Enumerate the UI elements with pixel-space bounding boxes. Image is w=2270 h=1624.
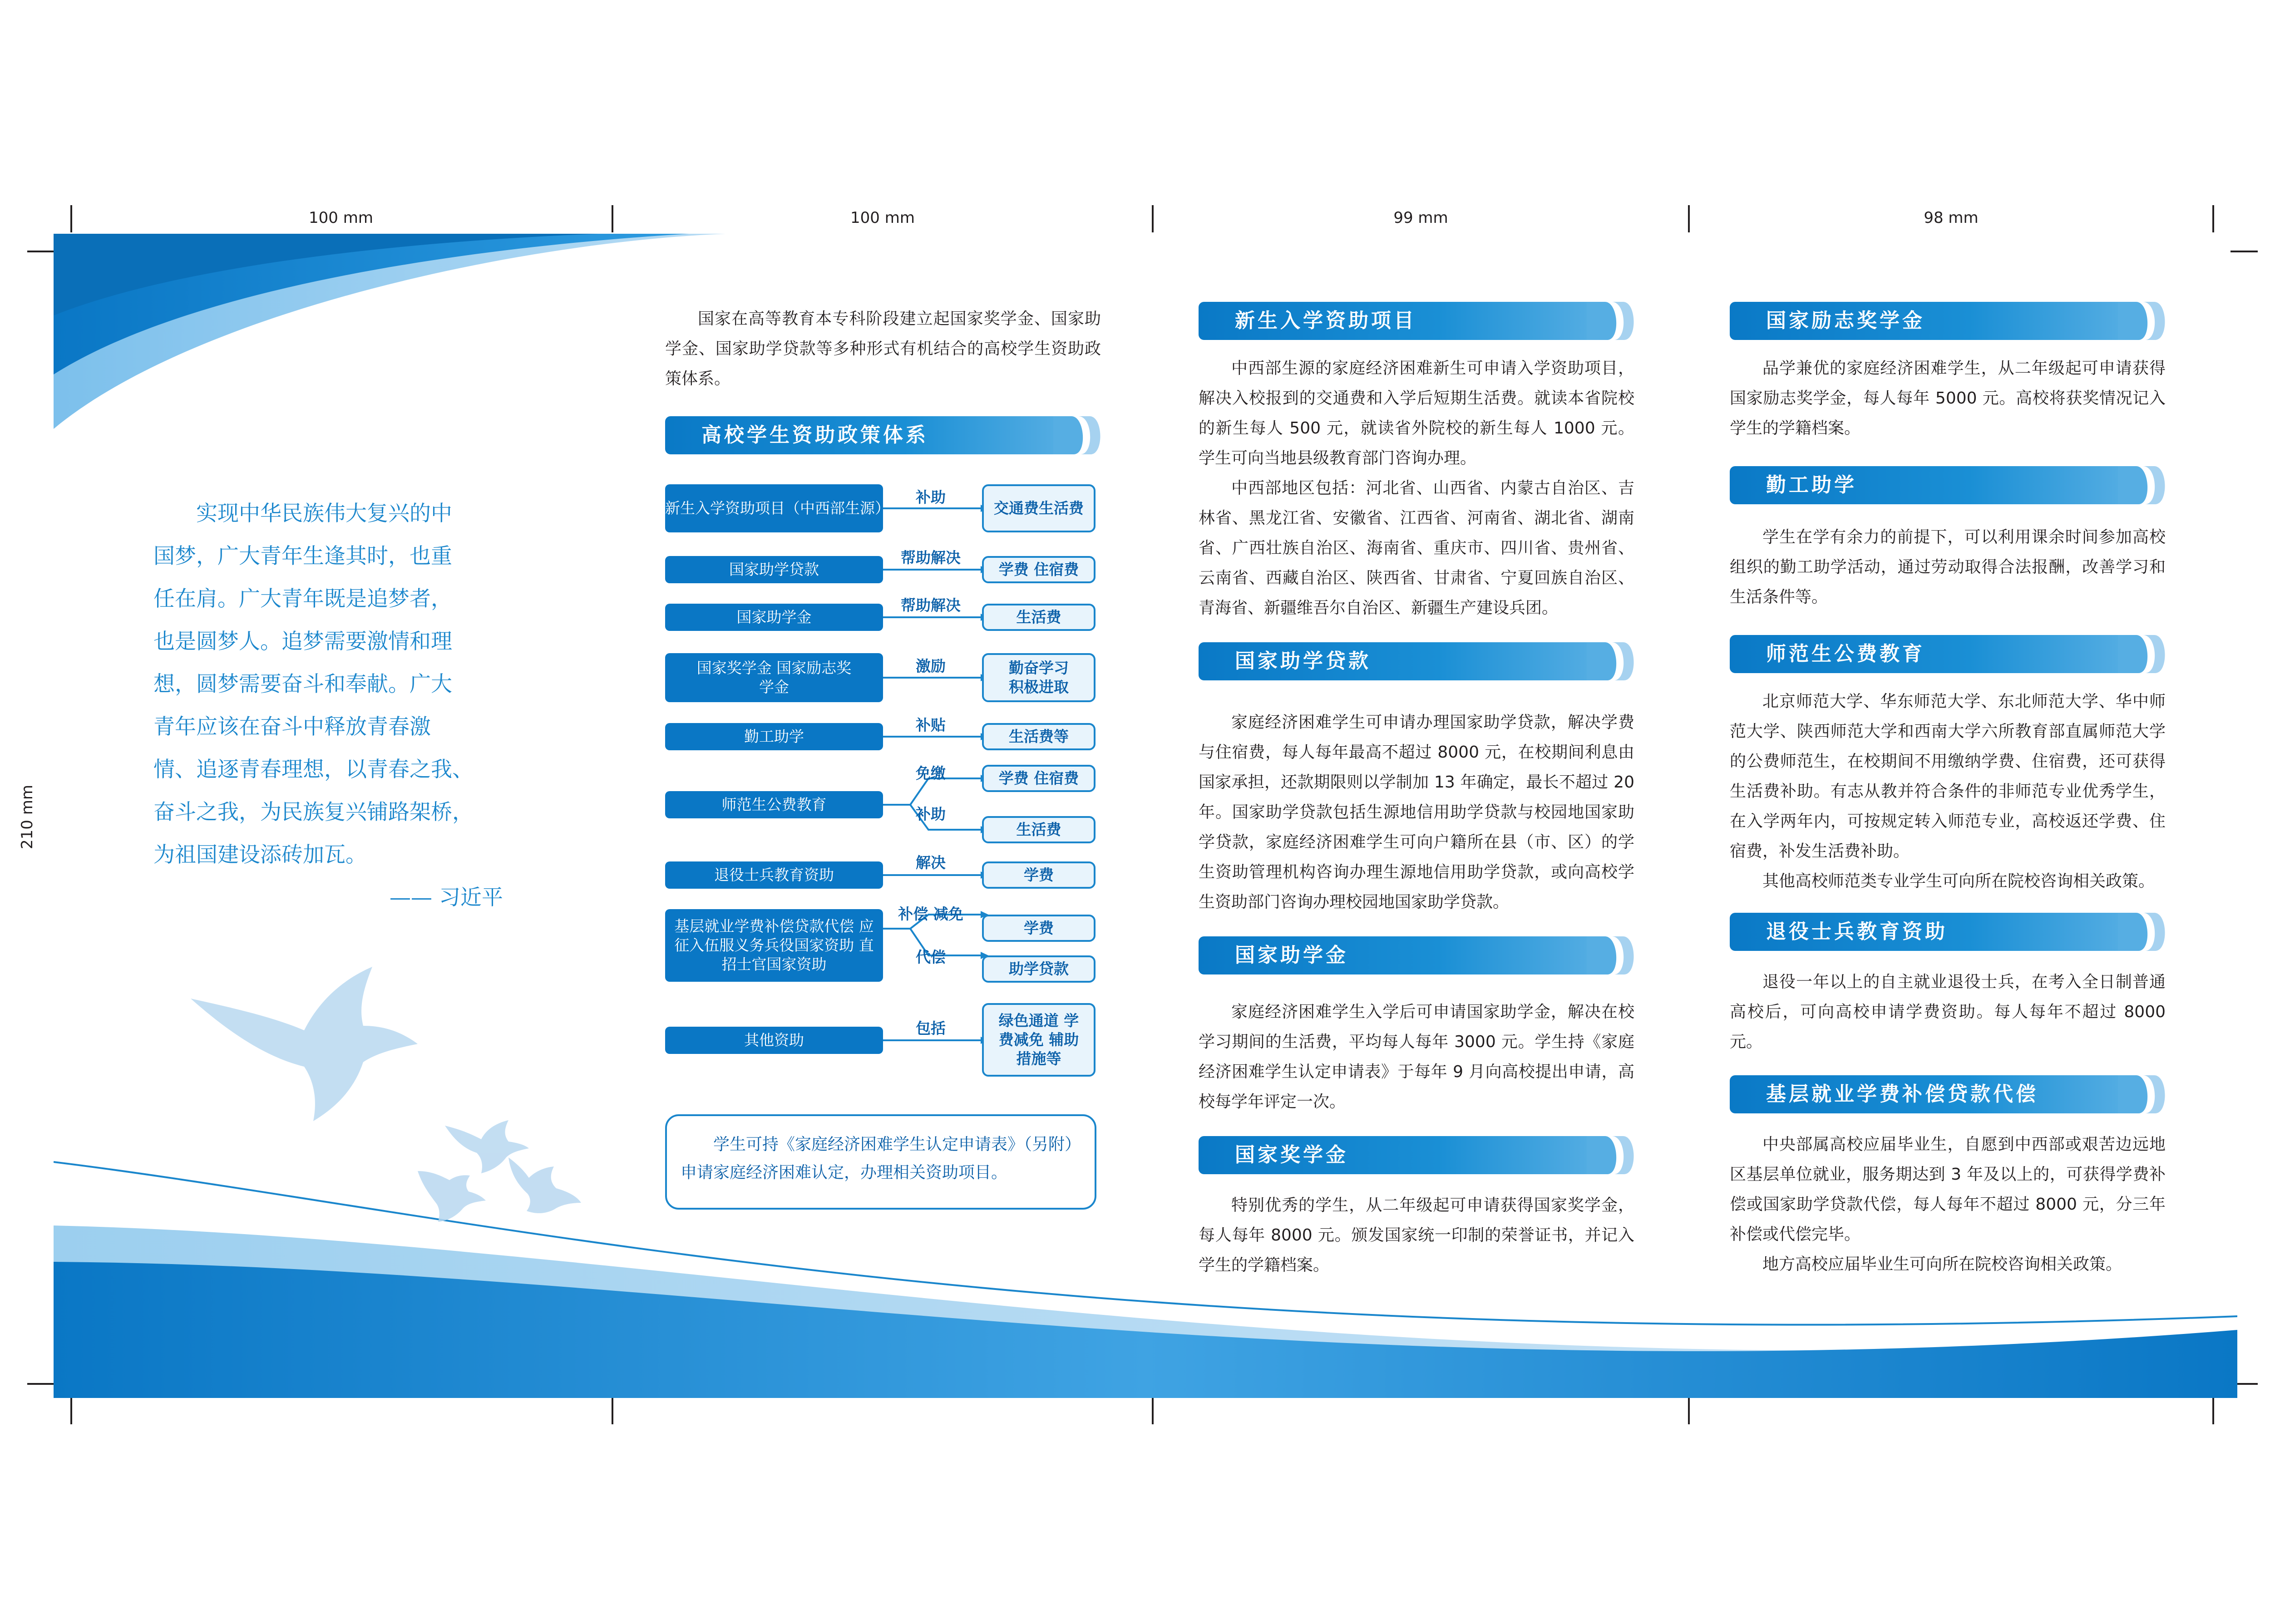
section-body bbox=[1730, 354, 2166, 443]
dimension-label-panel1: 100 mm bbox=[309, 209, 373, 227]
quote-line: 奋斗之我，为民族复兴铺路架桥， bbox=[153, 800, 474, 825]
policy-box: 其他资助 bbox=[665, 1027, 883, 1054]
paragraph: 品学兼优的家庭经济困难学生，从二年级起可申请获得国家励志奖学金，每人每年 5000 元。高校将获奖情况记入学生的学籍档案。 bbox=[1730, 359, 2166, 438]
outcome-box: 生活费等 bbox=[982, 723, 1096, 750]
outcome-box: 交通费生活费 bbox=[982, 484, 1096, 532]
outcome-box: 生活费 bbox=[982, 604, 1096, 631]
flow-label: 补助 bbox=[916, 805, 946, 823]
outcome-box: 学费 住宿费 bbox=[982, 556, 1096, 583]
flow-label: 包括 bbox=[916, 1019, 946, 1037]
dimension-label-height: 210 mm bbox=[18, 785, 36, 849]
section-header bbox=[1730, 1075, 2166, 1113]
section-header bbox=[1730, 466, 2166, 504]
header-stripe-graphic bbox=[2118, 302, 2172, 340]
section-header bbox=[1730, 635, 2166, 673]
flow-label: 帮助解决 bbox=[901, 596, 961, 614]
section-title: 勤工助学 bbox=[1730, 466, 2129, 504]
section-body bbox=[1730, 687, 2166, 896]
section-title: 新生入学资助项目 bbox=[1199, 302, 1598, 340]
section-title: 国家奖学金 bbox=[1199, 1136, 1598, 1174]
header-stripe-graphic bbox=[2118, 466, 2172, 504]
fold-mark bbox=[612, 1397, 613, 1424]
section-header bbox=[1199, 642, 1634, 680]
quote-author: —— 习近平 bbox=[390, 885, 503, 910]
section-header bbox=[1730, 302, 2166, 340]
paragraph: 其他高校师范类专业学生可向所在院校咨询相关政策。 bbox=[1762, 872, 2155, 891]
flow-label: 帮助解决 bbox=[901, 549, 961, 566]
paragraph: 北京师范大学、华东师范大学、东北师范大学、华中师范大学、陕西师范大学和西南大学六所教育部直属师范大学的公费师范生，在校期间不用缴纳学费、住宿费，还可获得生活费补助。有志从教并符合条件的非师范专业优秀学生，在入学两年内，可按规定转入师范专业，高校返还学费、住宿费，补发生活费补助。 bbox=[1730, 692, 2166, 861]
paragraph: 中西部地区包括：河北省、山西省、内蒙古自治区、吉林省、黑龙江省、安徽省、江西省、河南省、湖北省、湖南省、广西壮族自治区、海南省、重庆市、四川省、贵州省、云南省、西藏自治区、陕西省、甘肃省、宁夏回族自治区、青海省、新疆维吾尔自治区、新疆生产建设兵团。 bbox=[1199, 479, 1634, 617]
fold-mark bbox=[70, 1397, 72, 1424]
quote-line: 国梦，广大青年生逢其时，也重 bbox=[153, 544, 452, 569]
quote-line: 任在肩。广大青年既是追梦者， bbox=[153, 586, 452, 611]
fold-mark bbox=[2212, 1397, 2214, 1424]
flow-label: 补偿 减免 bbox=[898, 905, 963, 923]
header-stripe-graphic bbox=[1587, 642, 1641, 680]
header-stripe-graphic bbox=[2118, 635, 2172, 673]
policy-box: 新生入学资助项目（中西部生源） bbox=[665, 484, 883, 532]
fold-mark bbox=[1152, 1397, 1154, 1424]
header-stripe-graphic bbox=[1053, 416, 1108, 454]
fold-mark bbox=[2212, 205, 2214, 232]
outcome-box: 勤奋学习 积极进取 bbox=[982, 653, 1096, 702]
quote-line: 想，圆梦需要奋斗和奉献。广大 bbox=[153, 672, 452, 697]
section-title: 国家助学金 bbox=[1199, 936, 1598, 974]
policy-box: 国家奖学金 国家励志奖学金 bbox=[665, 653, 883, 702]
section-title: 基层就业学费补偿贷款代偿 bbox=[1730, 1075, 2129, 1113]
section-body bbox=[1199, 708, 1634, 917]
paragraph: 退役一年以上的自主就业退役士兵，在考入全日制普通高校后，可向高校申请学费资助。每人每年不超过 8000 元。 bbox=[1730, 973, 2166, 1051]
outcome-box: 助学贷款 bbox=[982, 955, 1096, 983]
dimension-label-panel2: 100 mm bbox=[850, 209, 915, 227]
paragraph: 学生在学有余力的前提下，可以利用课余时间参加高校组织的勤工助学活动，通过劳动取得合法报酬，改善学习和生活条件等。 bbox=[1730, 528, 2166, 606]
section-title: 师范生公费教育 bbox=[1730, 635, 2129, 673]
quote-line: 青年应该在奋斗中释放青春激 bbox=[153, 714, 431, 739]
section-header bbox=[1730, 913, 2166, 951]
flow-label: 补贴 bbox=[916, 716, 946, 734]
quote-line: 情、追逐青春理想，以青春之我、 bbox=[153, 757, 474, 782]
crop-mark bbox=[2231, 251, 2258, 252]
policy-box: 退役士兵教育资助 bbox=[665, 861, 883, 889]
section-header bbox=[1199, 302, 1634, 340]
top-swoosh-graphic bbox=[54, 234, 730, 433]
section-title: 国家助学贷款 bbox=[1199, 642, 1598, 680]
flow-label: 补助 bbox=[916, 488, 946, 506]
section-header bbox=[1199, 936, 1634, 974]
paragraph: 中央部属高校应届毕业生，自愿到中西部或艰苦边远地区基层单位就业，服务期达到 3 年及以上的，可获得学费补偿或国家助学贷款代偿，每人每年不超过 8000 元，分三年补偿或代偿完毕。 bbox=[1730, 1135, 2166, 1244]
quote-line: 为祖国建设添砖加瓦。 bbox=[153, 842, 367, 867]
section-header bbox=[665, 416, 1065, 454]
section-title: 国家励志奖学金 bbox=[1730, 302, 2129, 340]
paragraph: 家庭经济困难学生入学后可申请国家助学金，解决在校学习期间的生活费，平均每人每年 3000 元。学生持《家庭经济困难学生认定申请表》于每年 9 月向高校提出申请，高校每学年评定一次。 bbox=[1199, 1003, 1634, 1111]
quote-line: 实现中华民族伟大复兴的中 bbox=[196, 501, 452, 526]
header-stripe-graphic bbox=[2118, 913, 2172, 951]
column-3 bbox=[1199, 302, 1634, 1280]
quote-block bbox=[153, 492, 503, 919]
note-box: 学生可持《家庭经济困难学生认定申请表》（另附）申请家庭经济困难认定，办理相关资助项目。 bbox=[665, 1114, 1096, 1210]
flow-label: 代偿 bbox=[916, 948, 946, 966]
section-body bbox=[1199, 997, 1634, 1117]
doves-graphic bbox=[191, 958, 599, 1230]
header-stripe-graphic bbox=[1587, 302, 1641, 340]
fold-mark bbox=[1688, 1397, 1690, 1424]
quote-line: 也是圆梦人。追梦需要激情和理 bbox=[153, 629, 452, 654]
outcome-box: 学费 bbox=[982, 915, 1096, 942]
crop-mark bbox=[27, 251, 54, 252]
flow-label: 激励 bbox=[916, 657, 946, 675]
section-title: 高校学生资助政策体系 bbox=[701, 423, 928, 447]
section-body bbox=[1730, 967, 2166, 1057]
section-body bbox=[1730, 1130, 2166, 1280]
flow-label: 免缴 bbox=[916, 764, 946, 782]
crop-mark bbox=[27, 1383, 54, 1385]
paragraph: 地方高校应届毕业生可向所在院校咨询相关政策。 bbox=[1762, 1255, 2122, 1274]
paragraph: 特别优秀的学生，从二年级起可申请获得国家奖学金，每人每年 8000 元。颁发国家统一印制的荣誉证书，并记入学生的学籍档案。 bbox=[1199, 1196, 1634, 1275]
dimension-label-panel4: 98 mm bbox=[1924, 209, 1979, 227]
header-stripe-graphic bbox=[1587, 936, 1641, 974]
section-body bbox=[1199, 354, 1634, 623]
outcome-box: 生活费 bbox=[982, 816, 1096, 843]
outcome-box: 绿色通道 学费减免 辅助措施等 bbox=[982, 1003, 1096, 1077]
policy-box: 国家助学金 bbox=[665, 604, 883, 631]
intro-text: 国家在高等教育本专科阶段建立起国家奖学金、国家助学金、国家助学贷款等多种形式有机结合的高校学生资助政策体系。 bbox=[665, 310, 1101, 388]
policy-box: 师范生公费教育 bbox=[665, 791, 883, 818]
column-4 bbox=[1730, 302, 2166, 1280]
dimension-label-panel3: 99 mm bbox=[1393, 209, 1448, 227]
policy-box: 国家助学贷款 bbox=[665, 556, 883, 583]
section-body bbox=[1199, 1191, 1634, 1280]
section-title: 退役士兵教育资助 bbox=[1730, 913, 2129, 951]
flow-label: 解决 bbox=[916, 854, 946, 871]
header-stripe-graphic bbox=[2118, 1075, 2172, 1113]
outcome-box: 学费 住宿费 bbox=[982, 765, 1096, 792]
section-body bbox=[1730, 522, 2166, 612]
policy-box: 勤工助学 bbox=[665, 723, 883, 750]
paragraph: 家庭经济困难学生可申请办理国家助学贷款，解决学费与住宿费，每人每年最高不超过 8000 元，在校期间利息由国家承担，还款期限则以学制加 13 年确定，最长不超过 20 年。国家助学贷款包括生源地信用助学贷款与校园地国家助学贷款，家庭经济困难学生可向户籍所在县（市、区）的学生资助管理机构咨询办理生源地信用助学贷款，或向高校学生资助部门咨询办理校园地国家助学贷款。 bbox=[1199, 713, 1634, 911]
outcome-box: 学费 bbox=[982, 861, 1096, 889]
section-header bbox=[1199, 1136, 1634, 1174]
paragraph: 中西部生源的家庭经济困难新生可申请入学资助项目，解决入校报到的交通费和入学后短期生活费。就读本省院校的新生每人 500 元，就读省外院校的新生每人 1000 元。学生可向当地县级教育部门咨询办理。 bbox=[1199, 359, 1634, 468]
policy-box: 基层就业学费补偿贷款代偿 应征入伍服义务兵役国家资助 直招士官国家资助 bbox=[665, 909, 883, 982]
header-stripe-graphic bbox=[1587, 1136, 1641, 1174]
